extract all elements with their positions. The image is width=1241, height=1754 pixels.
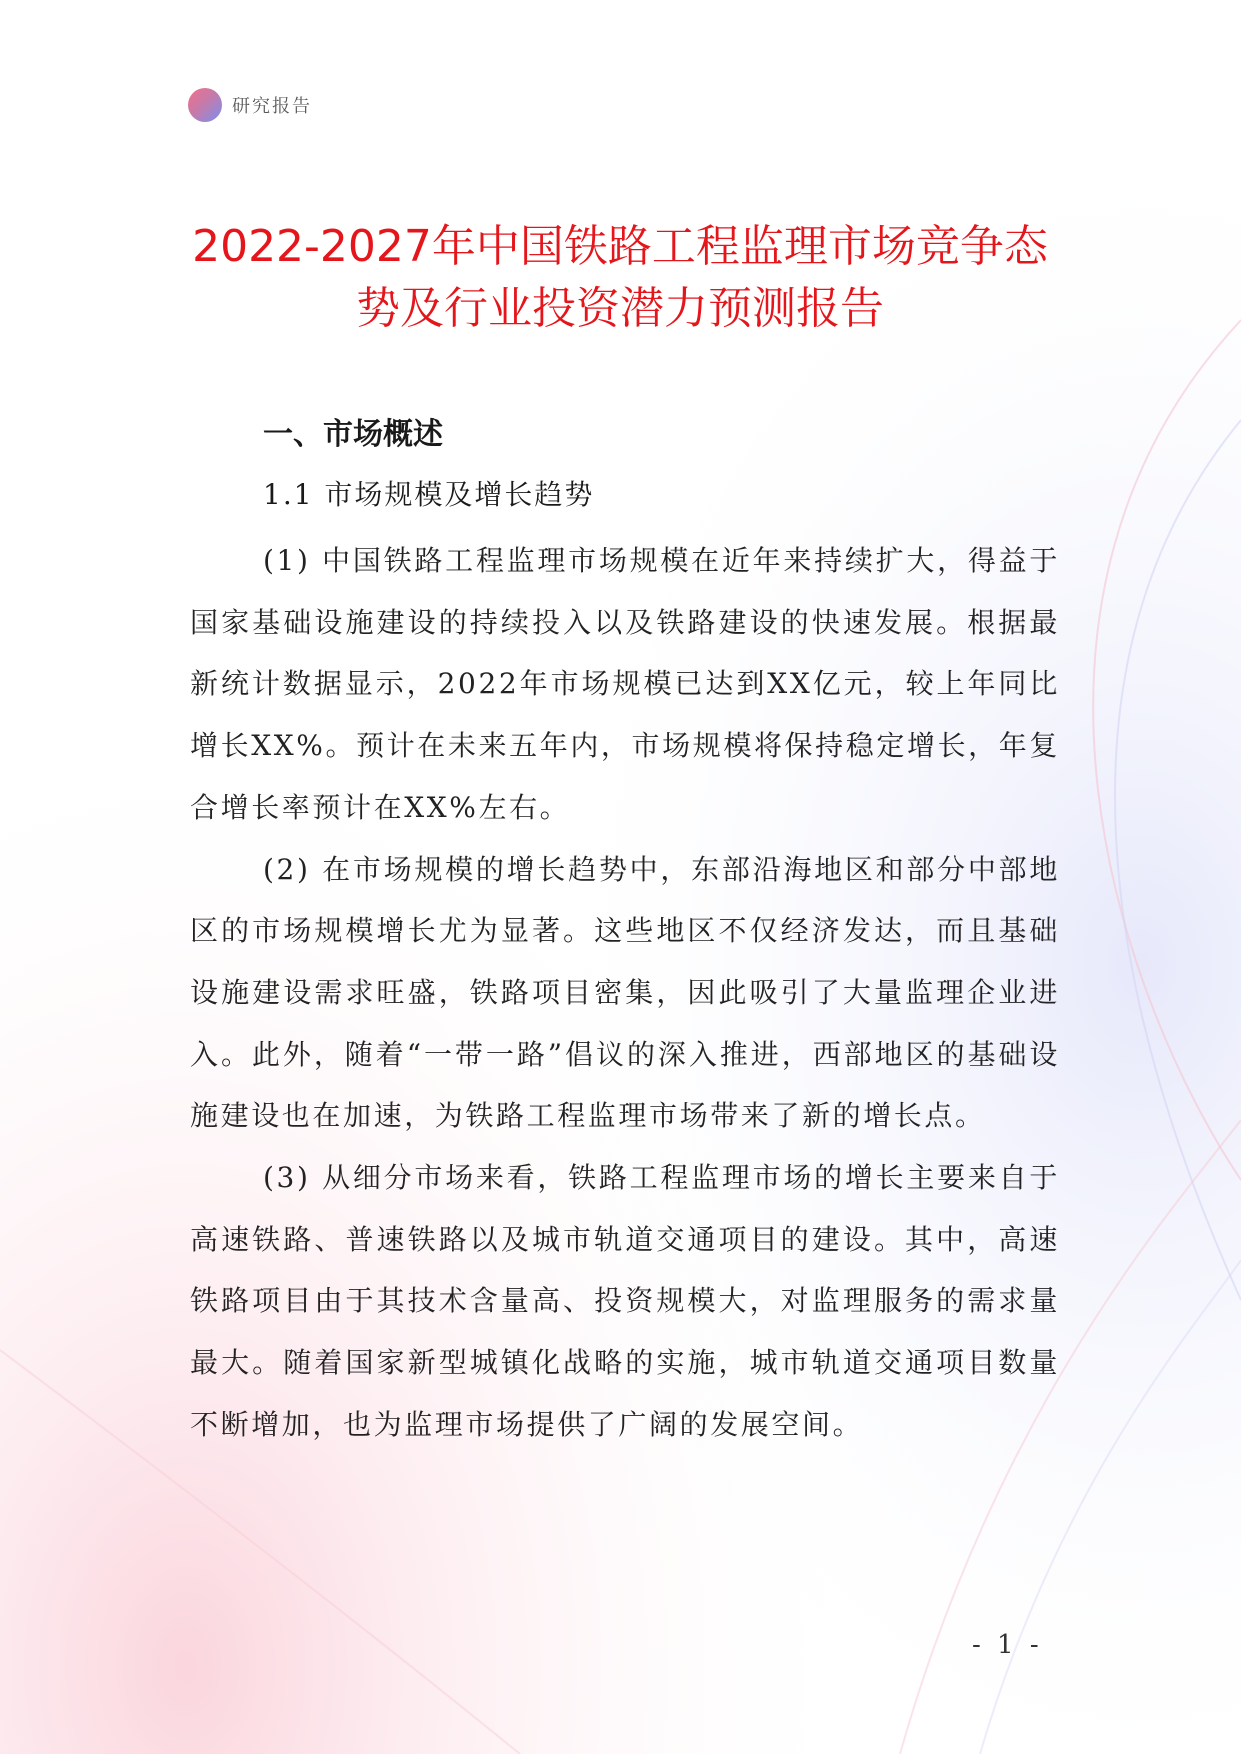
sub-heading: 1.1 市场规模及增长趋势 [263, 478, 595, 511]
title-line-1: 2022-2027年中国铁路工程监理市场竞争态 [192, 221, 1048, 272]
page-number: - 1 - [972, 1630, 1043, 1660]
document-body [190, 414, 1060, 1456]
document-title [150, 216, 1090, 340]
paragraph-1: (1) 中国铁路工程监理市场规模在近年来持续扩大，得益于国家基础设施建设的持续投入以及铁路建设的快速发展。根据最新统计数据显示，2022年市场规模已达到XX亿元，较上年同比增长XX%。预计在未来五年内，市场规模将保持稳定增长，年复合增长率预计在XX%左右。 [190, 544, 1060, 824]
section-heading: 一、市场概述 [263, 417, 443, 452]
paragraph-2: (2) 在市场规模的增长趋势中，东部沿海地区和部分中部地区的市场规模增长尤为显著。这些地区不仅经济发达，而且基础设施建设需求旺盛，铁路项目密集，因此吸引了大量监理企业进入。此外，随着“一带一路”倡议的深入推进，西部地区的基础设施建设也在加速，为铁路工程监理市场带来了新的增长点。 [190, 852, 1060, 1133]
logo-circle-icon [188, 88, 222, 122]
paragraph-3: (3) 从细分市场来看，铁路工程监理市场的增长主要来自于高速铁路、普速铁路以及城市轨道交通项目的建设。其中，高速铁路项目由于其技术含量高、投资规模大，对监理服务的需求量最大。随着国家新型城镇化战略的实施，城市轨道交通项目数量不断增加，也为监理市场提供了广阔的发展空间。 [190, 1161, 1060, 1441]
title-line-2: 势及行业投资潜力预测报告 [356, 283, 884, 334]
report-header [188, 88, 312, 122]
header-label: 研究报告 [232, 96, 312, 117]
